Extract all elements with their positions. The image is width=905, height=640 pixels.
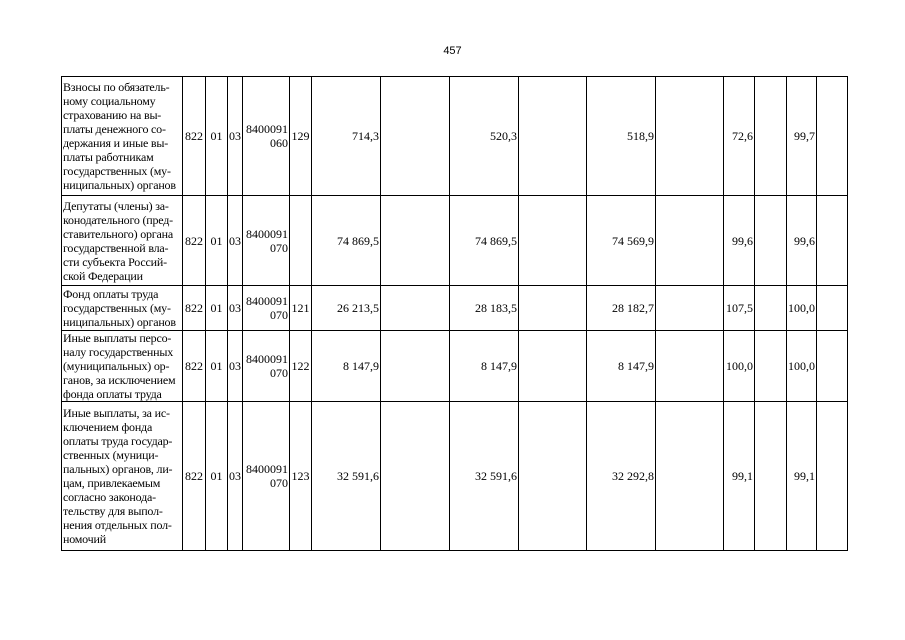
- row-name-cell: Депутаты (члены) за-конодательного (пред-ставительного) органа государственной вла-сти субъекта Россий-ской Федерации: [62, 196, 183, 286]
- empty-cell: [381, 331, 450, 402]
- percent-approved-cell: 72,6: [724, 77, 755, 196]
- executed-amount-cell: 8 147,9: [587, 331, 656, 402]
- empty-cell: [755, 77, 787, 196]
- empty-cell: [519, 77, 587, 196]
- empty-cell: [381, 402, 450, 551]
- target-article-cell: 8400091 070: [243, 402, 290, 551]
- executed-amount-cell: 32 292,8: [587, 402, 656, 551]
- percent-revised-cell: 100,0: [787, 286, 817, 331]
- target-article-cell: 8400091 060: [243, 77, 290, 196]
- table-row: [62, 402, 848, 551]
- section-code-cell: 01: [206, 331, 228, 402]
- empty-cell: [755, 286, 787, 331]
- section-code-cell: 01: [206, 196, 228, 286]
- ved-code-cell: 822: [183, 196, 206, 286]
- percent-revised-cell: 100,0: [787, 331, 817, 402]
- approved-amount-cell: 26 213,5: [312, 286, 381, 331]
- percent-revised-cell: 99,6: [787, 196, 817, 286]
- page-number: 457: [443, 45, 462, 57]
- approved-amount-cell: 8 147,9: [312, 331, 381, 402]
- target-article-cell: 8400091 070: [243, 331, 290, 402]
- empty-cell: [755, 402, 787, 551]
- approved-amount-cell: 74 869,5: [312, 196, 381, 286]
- percent-approved-cell: 107,5: [724, 286, 755, 331]
- row-name-cell: Иные выплаты, за ис-ключением фонда оплаты труда государ-ственных (муници-пальных) органов, ли-цам, привлекаемым согласно законода-тельству для выпол-нения отдельных пол-номочий: [62, 402, 183, 551]
- approved-amount-cell: 32 591,6: [312, 402, 381, 551]
- percent-approved-cell: 99,6: [724, 196, 755, 286]
- empty-cell: [381, 286, 450, 331]
- target-article-cell: 8400091 070: [243, 196, 290, 286]
- ved-code-cell: 822: [183, 402, 206, 551]
- empty-cell: [656, 331, 724, 402]
- subsection-code-cell: 03: [228, 402, 243, 551]
- empty-cell: [519, 402, 587, 551]
- revised-amount-cell: 32 591,6: [450, 402, 519, 551]
- row-name-cell: Иные выплаты персо-налу государственных (муниципальных) ор-ганов, за исключением фонда оплаты труда: [62, 331, 183, 402]
- empty-cell: [817, 286, 848, 331]
- empty-cell: [381, 77, 450, 196]
- empty-cell: [817, 77, 848, 196]
- revised-amount-cell: 520,3: [450, 77, 519, 196]
- expense-type-cell: [290, 196, 312, 286]
- empty-cell: [755, 196, 787, 286]
- empty-cell: [381, 196, 450, 286]
- percent-approved-cell: 100,0: [724, 331, 755, 402]
- section-code-cell: 01: [206, 286, 228, 331]
- executed-amount-cell: 74 569,9: [587, 196, 656, 286]
- percent-approved-cell: 99,1: [724, 402, 755, 551]
- empty-cell: [519, 286, 587, 331]
- table-row: [62, 331, 848, 402]
- empty-cell: [755, 331, 787, 402]
- expense-type-cell: 121: [290, 286, 312, 331]
- empty-cell: [656, 402, 724, 551]
- budget-table: [61, 76, 848, 551]
- empty-cell: [656, 286, 724, 331]
- table-row: [62, 286, 848, 331]
- empty-cell: [817, 402, 848, 551]
- table-row: [62, 196, 848, 286]
- subsection-code-cell: 03: [228, 196, 243, 286]
- ved-code-cell: 822: [183, 331, 206, 402]
- approved-amount-cell: 714,3: [312, 77, 381, 196]
- empty-cell: [656, 77, 724, 196]
- subsection-code-cell: 03: [228, 77, 243, 196]
- table-row: [62, 77, 848, 196]
- target-article-cell: 8400091 070: [243, 286, 290, 331]
- executed-amount-cell: 518,9: [587, 77, 656, 196]
- executed-amount-cell: 28 182,7: [587, 286, 656, 331]
- revised-amount-cell: 74 869,5: [450, 196, 519, 286]
- expense-type-cell: 123: [290, 402, 312, 551]
- empty-cell: [519, 331, 587, 402]
- row-name-cell: Взносы по обязатель-ному социальному страхованию на вы-платы денежного со-держания и иные вы-платы работникам государственных (му-ниципальных) органов: [62, 77, 183, 196]
- section-code-cell: 01: [206, 77, 228, 196]
- revised-amount-cell: 8 147,9: [450, 331, 519, 402]
- row-name-cell: Фонд оплаты труда государственных (му-ниципальных) органов: [62, 286, 183, 331]
- empty-cell: [519, 196, 587, 286]
- ved-code-cell: 822: [183, 77, 206, 196]
- empty-cell: [656, 196, 724, 286]
- empty-cell: [817, 331, 848, 402]
- percent-revised-cell: 99,1: [787, 402, 817, 551]
- expense-type-cell: 129: [290, 77, 312, 196]
- revised-amount-cell: 28 183,5: [450, 286, 519, 331]
- section-code-cell: 01: [206, 402, 228, 551]
- expense-type-cell: 122: [290, 331, 312, 402]
- percent-revised-cell: 99,7: [787, 77, 817, 196]
- subsection-code-cell: 03: [228, 331, 243, 402]
- subsection-code-cell: 03: [228, 286, 243, 331]
- empty-cell: [817, 196, 848, 286]
- ved-code-cell: 822: [183, 286, 206, 331]
